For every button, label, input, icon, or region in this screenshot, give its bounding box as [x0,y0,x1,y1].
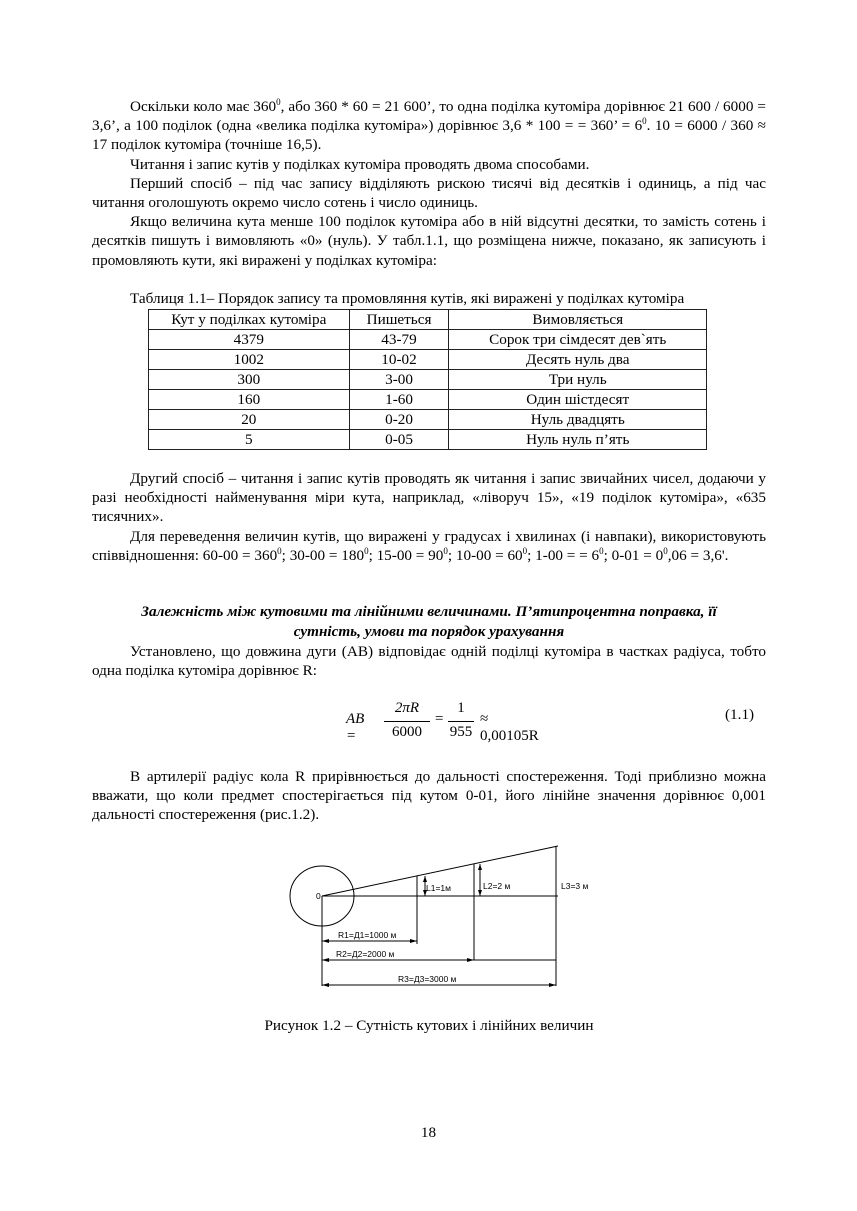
table-row [149,410,707,430]
table-cell: 3-00 [349,370,449,390]
paragraph-second-method: Другий спосіб – читання і запис кутів проводять як читання і запис звичайних чисел, додаючи у разі необхідності найменування міри кута, наприклад, «ліворуч 15», «19 поділок кутоміра», «635 тисячних». [92,470,766,526]
table-row [149,390,707,410]
equation-number: (1.1) [725,706,755,723]
fraction-bar [448,721,474,722]
table-cell: 20 [149,410,350,430]
page-number: 18 [420,1124,437,1141]
artillery-text-block [92,767,766,825]
table-cell: 10-02 [349,350,449,370]
angles-table [148,309,707,450]
paragraph-methods: Читання і запис кутів у поділках кутоміра проводять двома способами. [130,155,590,173]
table-row [149,430,707,450]
formula-rhs: ≈ 0,00105R [480,711,539,744]
section-heading [92,602,766,642]
r2-label: R2=Д2=2000 м [336,949,395,959]
table-caption: Таблиця 1.1– Порядок запису та промовляння кутів, які виражені у поділках кутоміра [130,290,685,307]
intro-text-block [92,97,766,270]
table-header-row [149,310,707,330]
table-cell: Один шістдесят [449,390,707,410]
table-cell: Сорок три сімдесят дев`ять [449,330,707,350]
figure-1-2 [280,840,610,1005]
formula-numerator: 1 [457,700,465,716]
arc-text-block [92,642,766,680]
table-cell: 0-05 [349,430,449,450]
table-cell: 5 [149,430,350,450]
section-heading-line: Залежність між кутовими та лінійними величинами. П’ятипроцентна поправка, її [141,603,717,620]
table-cell: 43-79 [349,330,449,350]
section-heading-line: сутність, умови та порядок урахування [293,623,565,640]
table-cell: 0-20 [349,410,449,430]
table-cell: Нуль нуль п’ять [449,430,707,450]
formula-numerator: 2πR [394,700,420,716]
column-header: Вимовляється [449,310,707,330]
table-row [149,330,707,350]
formula-denominator: 955 [449,724,473,740]
figure-caption: Рисунок 1.2 – Сутність кутових і лінійних величин [264,1017,594,1034]
second-method-text-block [92,469,766,565]
formula-equals: = [434,711,445,727]
paragraph-zero-rule: Якщо величина кута менше 100 поділок кутоміра або в ній відсутні десятки, то замість сотень і десятків пишуть і вимовляють «0» (нуль). У табл.1.1, що розміщена нижче, показано, як записують і промовляють кути, які виражені у поділках кутоміра: [92,213,766,269]
l1-label: L1=1м [426,883,451,893]
table-cell: Десять нуль два [449,350,707,370]
l2-label: L2=2 м [483,881,511,891]
r1-label: R1=Д1=1000 м [338,930,397,940]
table-cell: Нуль двадцять [449,410,707,430]
column-header: Кут у поділках кутоміра [149,310,350,330]
table-cell: 1002 [149,350,350,370]
origin-label: 0 [316,891,321,901]
column-header: Пишеться [349,310,449,330]
paragraph-conversion: Для переведення величин кутів, що виражені у градусах і хвилинах (і навпаки), використовують співвідношення: $60-00 = 360^0$; $30-00 = 180^0$; $15-00 = 90^0$; $10-00 = 60^0$; 1-00 = = $6^0$; $0-01 = 0^0,06 = 3,6'$. [92,527,766,564]
l3-label: L3=3 м [561,881,589,891]
table-cell: Три нуль [449,370,707,390]
table-cell: 160 [149,390,350,410]
r3-label: R3=Д3=3000 м [398,974,457,984]
angular-linear-diagram [280,840,610,1000]
fraction-bar [384,721,430,722]
paragraph-arc-length: Установлено, що довжина дуги (АВ) відповідає одній поділці кутоміра в частках радіуса, тобто одна поділка кутоміра дорівнює R: [92,643,766,680]
table-row [149,370,707,390]
table-cell: 1-60 [349,390,449,410]
paragraph-artillery: В артилерії радіус кола R прирівнюється до дальності спостереження. Тоді приблизно можна вважати, що коли предмет спостерігається під кутом 0-01, його лінійне значення дорівнює 0,001 дальності спостереження (рис.1.2). [92,768,766,824]
formula-denominator: 6000 [392,724,422,740]
paragraph-division-value: Оскільки коло має $360^0$, або 360 * 60 = 21 600’, то одна поділка кутоміра дорівнює 21 600 / 6000 = 3,6’, а 100 поділок (одна «велика поділка кутоміра») дорівнює 3,6 * 100 = = 360’ = $6^0$. 10 = 6000 / 360 ≈ 17 поділок кутоміра (точніше 16,5). [92,96,767,154]
formula-lhs: AB = [346,711,365,744]
table-cell: 4379 [149,330,350,350]
paragraph-first-method: Перший спосіб – під час запису відділяють рискою тисячі від десятків і одиниць, а під час читання оголошують окремо число сотень і число одиниць. [92,174,766,212]
table-row [149,350,707,370]
table-cell: 300 [149,370,350,390]
